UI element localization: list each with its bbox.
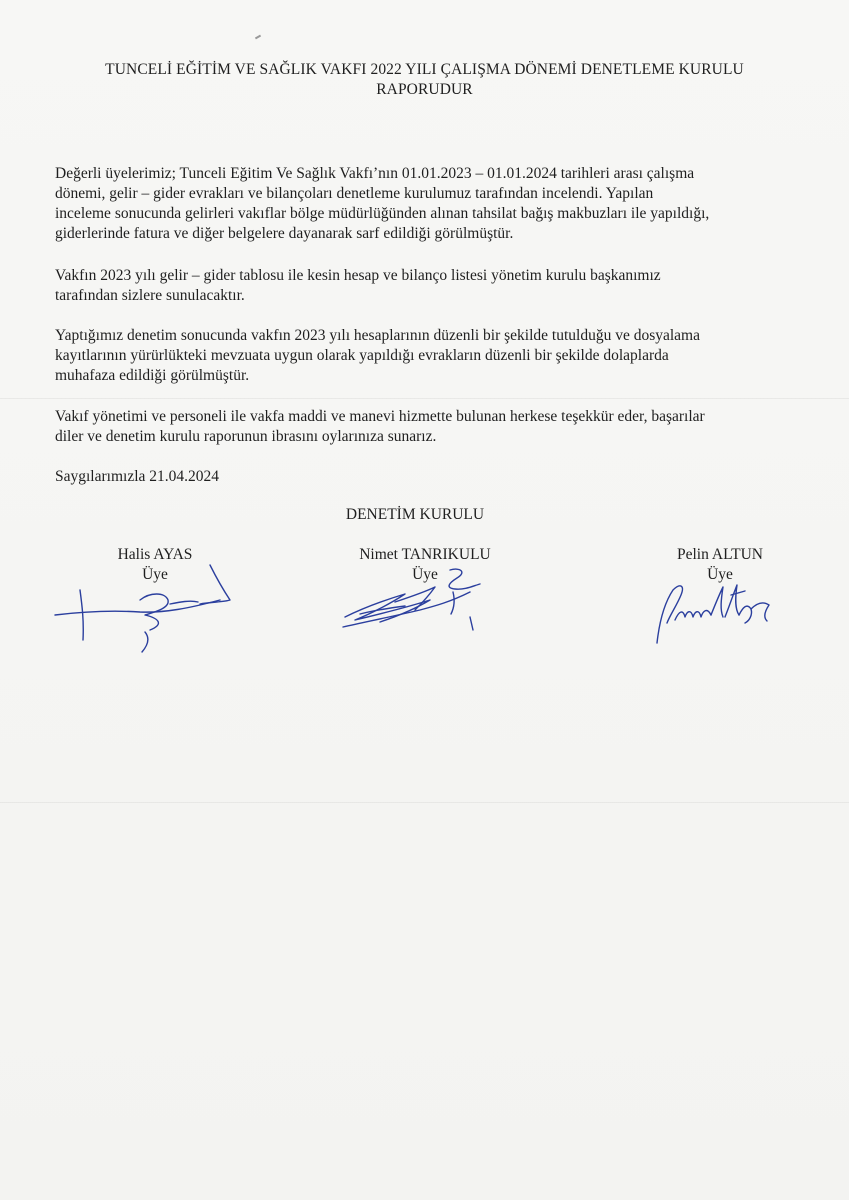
paragraph-intro <box>55 164 795 244</box>
report-title-line-1: TUNCELİ EĞİTİM VE SAĞLIK VAKFI 2022 YILI ÇALIŞMA DÖNEMİ DENETLEME KURULU <box>105 61 744 78</box>
paper-fold-line <box>0 802 849 803</box>
report-title <box>40 60 809 100</box>
signature-nimet-tanrikulu <box>335 562 505 642</box>
paragraph-text: Vakıf yönetimi ve personeli ile vakfa maddi ve manevi hizmette bulunan herkese teşekkür eder, başarılar diler ve denetim kurulu raporunun ibrasını oylarınıza sunarız. <box>55 408 705 445</box>
member-name: Nimet TANRIKULU <box>359 546 491 563</box>
paragraph-audit-result <box>55 326 795 386</box>
member-role: Üye <box>142 566 168 583</box>
closing-text: Saygılarımızla 21.04.2024 <box>55 468 220 485</box>
paper-fold-line <box>0 398 849 399</box>
paragraph-text: Değerli üyelerimiz; Tunceli Eğitim Ve Sağlık Vakfı’nın 01.01.2023 – 01.01.2024 tarihleri arası çalışma dönemi, gelir – gider evrakları ve bilançoları denetleme kurulumuz tarafından incelendi. Yapılan inceleme sonucunda gelirleri vakıflar bölge müdürlüğünden alınan tahsilat bağış makbuzları ile yapıldığı, giderlerinde fatura ve diğer belgelere dayanarak sarf edildiği görülmüştür. <box>55 165 710 242</box>
signature-pelin-altun <box>645 565 785 655</box>
member-role: Üye <box>707 566 733 583</box>
paragraph-text: Vakfın 2023 yılı gelir – gider tablosu ile kesin hesap ve bilanço listesi yönetim kurulu başkanımız tarafından sizlere sunulacaktır. <box>55 267 661 304</box>
committee-title: DENETİM KURULU <box>345 506 485 523</box>
paragraph-text: Yaptığımız denetim sonucunda vakfın 2023 yılı hesaplarının düzenli bir şekilde tutulduğu ve dosyalama kayıtlarının yürürlükteki mevzuata uygun olarak yapıldığı evrakların düzenli bir şekilde dolaplarda muhafaza edildiği görülmüştür. <box>55 327 700 384</box>
member-name: Halis AYAS <box>117 546 193 563</box>
member-name: Pelin ALTUN <box>677 546 763 563</box>
signature-halis-ayas <box>50 560 250 660</box>
paragraph-financial-statements <box>55 266 795 306</box>
report-title-line-2: RAPORUDUR <box>376 81 473 98</box>
paragraph-thanks <box>55 407 795 447</box>
pencil-mark <box>255 35 261 40</box>
member-role: Üye <box>412 566 438 583</box>
closing-line <box>55 467 795 487</box>
